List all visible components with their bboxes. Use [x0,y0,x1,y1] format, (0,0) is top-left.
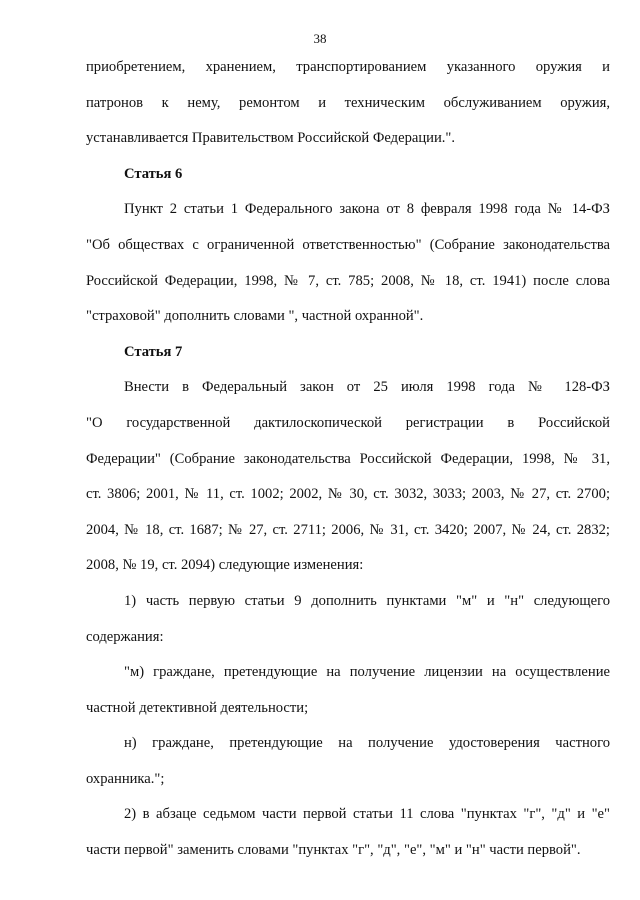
article-heading: Статья 6 [124,165,183,182]
text-line: содержания: [86,628,164,645]
text-line: н) граждане, претендующие на получение удостоверения частного [124,735,610,752]
text-line: 1) часть первую статьи 9 дополнить пунктами "м" и "н" следующего [124,592,610,609]
text-line: Пункт 2 статьи 1 Федерального закона от 8 февраля 1998 года № 14-ФЗ [124,201,610,218]
text-line: приобретением, хранением, транспортированием указанного оружия и [86,59,610,75]
document-body [86,50,610,869]
page-number: 38 [313,31,327,46]
paragraph [86,584,610,655]
paragraph [86,655,610,726]
article-heading: Статья 7 [124,343,183,360]
paragraph [86,50,610,157]
paragraph [86,370,610,584]
text-line: патронов к нему, ремонтом и техническим обслуживанием оружия, [86,94,610,111]
text-line: Российской Федерации, 1998, № 7, ст. 785; 2008, № 18, ст. 1941) после слова [86,272,610,289]
paragraph [86,726,610,797]
text-line: Внести в Федеральный закон от 25 июля 1998 года № 128-ФЗ [124,379,610,396]
text-line: "страховой" дополнить словами ", частной охранной". [86,308,424,325]
text-line: ст. 3806; 2001, № 11, ст. 1002; 2002, № 30, ст. 3032, 3033; 2003, № 27, ст. 2700; [86,486,610,503]
text-line: 2004, № 18, ст. 1687; № 27, ст. 2711; 2006, № 31, ст. 3420; 2007, № 24, ст. 2832; [86,521,610,538]
text-line: "м) граждане, претендующие на получение лицензии на осуществление [124,664,610,681]
text-line: устанавливается Правительством Российской Федерации.". [86,130,456,147]
text-line: "О государственной дактилоскопической регистрации в Российской [86,414,610,431]
paragraph [86,797,610,868]
text-line: части первой" заменить словами "пунктах "г", "д", "е", "м" и "н" части первой". [86,842,581,859]
text-line: 2) в абзаце седьмом части первой статьи 11 слова "пунктах "г", "д" и "е" [124,806,610,823]
text-line: Федерации" (Собрание законодательства Российской Федерации, 1998, № 31, [86,450,610,467]
text-line: охранника."; [86,770,165,787]
text-line: 2008, № 19, ст. 2094) следующие изменения: [86,557,364,574]
text-line: частной детективной деятельности; [86,699,309,716]
text-line: "Об обществах с ограниченной ответственностью" (Собрание законодательства [86,236,610,253]
paragraph [86,192,610,334]
